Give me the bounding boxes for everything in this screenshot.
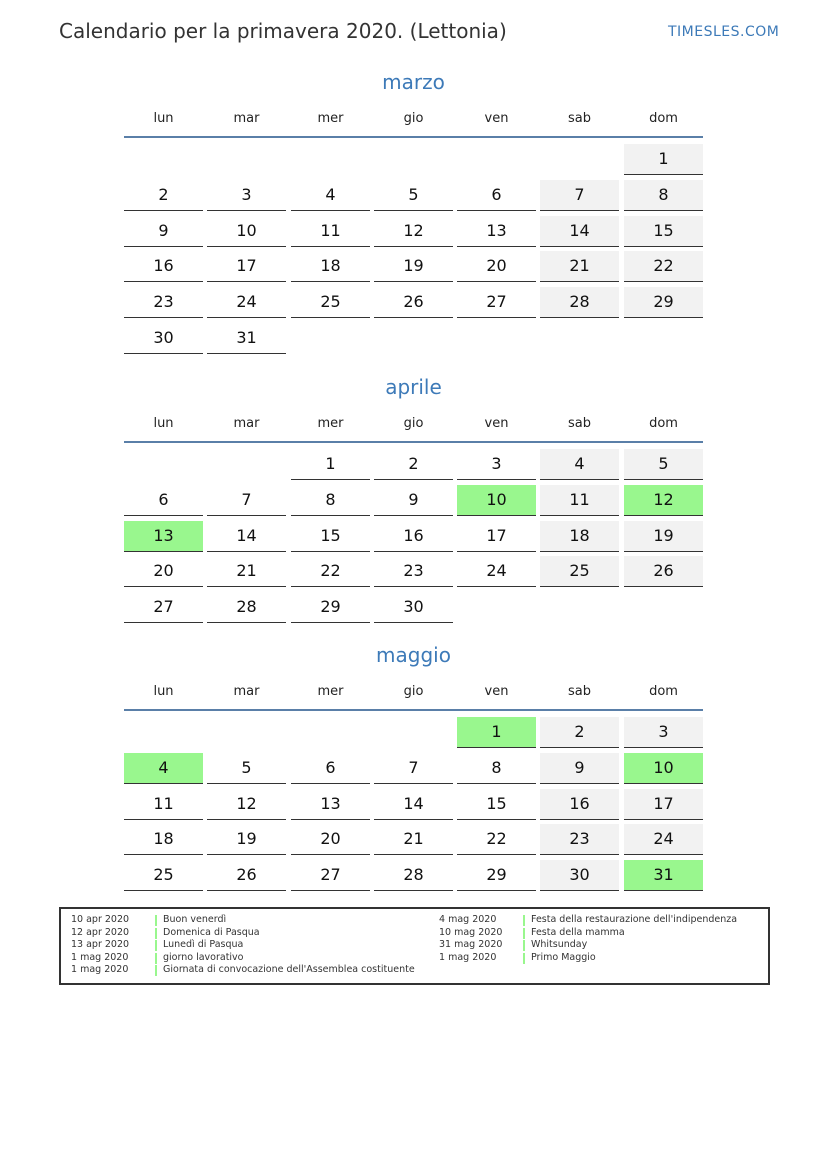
day-cell-aprile-19: 19	[624, 521, 703, 552]
day-cell-marzo-6: 6	[457, 180, 536, 211]
day-cell-maggio-15: 15	[457, 789, 536, 820]
day-cell-marzo-28: 28	[540, 287, 619, 318]
day-cell-marzo-15: 15	[624, 216, 703, 247]
day-cell-marzo-25: 25	[291, 287, 370, 318]
day-cell-marzo-1: 1	[624, 144, 703, 175]
day-cell-marzo-24: 24	[207, 287, 286, 318]
day-cell-aprile-22: 22	[291, 556, 370, 587]
day-cell-maggio-5: 5	[207, 753, 286, 784]
day-cell-marzo-22: 22	[624, 251, 703, 282]
day-cell-maggio-20: 20	[291, 824, 370, 855]
day-cell-maggio-22: 22	[457, 824, 536, 855]
legend-column-left	[71, 914, 431, 977]
day-cell-maggio-4: 4	[124, 753, 203, 784]
day-cell-marzo-26: 26	[374, 287, 453, 318]
day-cell-marzo-7: 7	[540, 180, 619, 211]
day-cell-marzo-16: 16	[124, 251, 203, 282]
day-cell-aprile-13: 13	[124, 521, 203, 552]
day-cell-marzo-4: 4	[291, 180, 370, 211]
day-cell-marzo-14: 14	[540, 216, 619, 247]
day-cell-aprile-6: 6	[124, 485, 203, 516]
weekday-header-lun: lun	[153, 684, 174, 699]
legend-row	[71, 939, 431, 952]
day-cell-maggio-30: 30	[540, 860, 619, 891]
legend-color-marker	[523, 928, 525, 939]
day-cell-maggio-9: 9	[540, 753, 619, 784]
day-cell-aprile-18: 18	[540, 521, 619, 552]
legend-color-marker	[155, 953, 157, 964]
day-cell-maggio-23: 23	[540, 824, 619, 855]
day-cell-aprile-21: 21	[207, 556, 286, 587]
legend-holiday-name: Whitsunday	[531, 939, 588, 950]
legend-color-marker	[523, 953, 525, 964]
month-title: maggio	[376, 643, 451, 667]
day-cell-aprile-25: 25	[540, 556, 619, 587]
weekday-header-mar: mar	[233, 111, 260, 126]
weekday-header-mer: mer	[317, 111, 344, 126]
legend-color-marker	[523, 915, 525, 926]
legend-row	[71, 952, 431, 965]
day-cell-maggio-18: 18	[124, 824, 203, 855]
legend-holiday-name: Buon venerdì	[163, 914, 227, 925]
legend-row	[439, 952, 759, 965]
day-cell-maggio-17: 17	[624, 789, 703, 820]
day-cell-maggio-14: 14	[374, 789, 453, 820]
day-cell-aprile-28: 28	[207, 592, 286, 623]
weekday-header-ven: ven	[484, 111, 509, 126]
day-cell-marzo-29: 29	[624, 287, 703, 318]
legend-date: 4 mag 2020	[439, 914, 497, 925]
weekday-header-sab: sab	[568, 416, 591, 431]
weekday-divider	[124, 709, 703, 711]
weekday-header-sab: sab	[568, 684, 591, 699]
day-cell-marzo-3: 3	[207, 180, 286, 211]
legend-holiday-name: Festa della restaurazione dell'indipendenza	[531, 914, 738, 925]
weekday-header-mar: mar	[233, 684, 260, 699]
legend-holiday-name: Festa della mamma	[531, 926, 625, 938]
day-cell-maggio-10: 10	[624, 753, 703, 784]
legend-date: 1 mag 2020	[71, 964, 129, 975]
day-cell-marzo-8: 8	[624, 180, 703, 211]
day-cell-maggio-19: 19	[207, 824, 286, 855]
day-cell-aprile-7: 7	[207, 485, 286, 516]
day-cell-aprile-23: 23	[374, 556, 453, 587]
day-cell-aprile-15: 15	[291, 521, 370, 552]
legend-holiday-name: Domenica di Pasqua	[163, 926, 260, 938]
day-cell-maggio-21: 21	[374, 824, 453, 855]
day-cell-maggio-3: 3	[624, 717, 703, 748]
legend-color-marker	[155, 940, 157, 951]
day-cell-aprile-29: 29	[291, 592, 370, 623]
day-cell-marzo-23: 23	[124, 287, 203, 318]
weekday-header-mar: mar	[233, 416, 260, 431]
weekday-header-gio: gio	[403, 416, 424, 431]
day-cell-marzo-11: 11	[291, 216, 370, 247]
day-cell-aprile-2: 2	[374, 449, 453, 480]
weekday-header-dom: dom	[649, 684, 678, 699]
legend-color-marker	[523, 940, 525, 951]
day-cell-aprile-30: 30	[374, 592, 453, 623]
day-cell-marzo-31: 31	[207, 323, 286, 354]
day-cell-aprile-27: 27	[124, 592, 203, 623]
legend-date: 10 apr 2020	[71, 914, 130, 925]
day-cell-marzo-18: 18	[291, 251, 370, 282]
day-cell-aprile-8: 8	[291, 485, 370, 516]
holiday-legend	[59, 907, 770, 985]
day-cell-maggio-29: 29	[457, 860, 536, 891]
legend-holiday-name: Lunedì di Pasqua	[163, 939, 244, 950]
day-cell-marzo-21: 21	[540, 251, 619, 282]
month-title: marzo	[382, 70, 445, 94]
day-cell-maggio-12: 12	[207, 789, 286, 820]
day-cell-marzo-19: 19	[374, 251, 453, 282]
weekday-header-dom: dom	[649, 111, 678, 126]
day-cell-marzo-10: 10	[207, 216, 286, 247]
weekday-header-dom: dom	[649, 416, 678, 431]
day-cell-maggio-7: 7	[374, 753, 453, 784]
day-cell-maggio-8: 8	[457, 753, 536, 784]
weekday-header-gio: gio	[403, 684, 424, 699]
legend-date: 1 mag 2020	[439, 951, 497, 963]
day-cell-aprile-9: 9	[374, 485, 453, 516]
day-cell-marzo-12: 12	[374, 216, 453, 247]
legend-holiday-name: giorno lavorativo	[163, 951, 244, 963]
legend-column-right	[439, 914, 759, 964]
day-cell-aprile-5: 5	[624, 449, 703, 480]
day-cell-aprile-3: 3	[457, 449, 536, 480]
weekday-header-lun: lun	[153, 111, 174, 126]
month-title: aprile	[385, 375, 442, 399]
weekday-header-sab: sab	[568, 111, 591, 126]
day-cell-marzo-5: 5	[374, 180, 453, 211]
legend-date: 1 mag 2020	[71, 951, 129, 963]
day-cell-maggio-26: 26	[207, 860, 286, 891]
day-cell-maggio-1: 1	[457, 717, 536, 748]
day-cell-aprile-24: 24	[457, 556, 536, 587]
day-cell-maggio-28: 28	[374, 860, 453, 891]
legend-row	[71, 964, 431, 977]
day-cell-aprile-16: 16	[374, 521, 453, 552]
day-cell-aprile-4: 4	[540, 449, 619, 480]
legend-row	[439, 914, 759, 927]
day-cell-maggio-11: 11	[124, 789, 203, 820]
legend-row	[439, 927, 759, 940]
day-cell-aprile-17: 17	[457, 521, 536, 552]
legend-color-marker	[155, 965, 157, 976]
day-cell-marzo-20: 20	[457, 251, 536, 282]
day-cell-maggio-2: 2	[540, 717, 619, 748]
page-title: Calendario per la primavera 2020. (Lettonia)	[59, 19, 507, 43]
weekday-header-ven: ven	[484, 684, 509, 699]
legend-holiday-name: Giornata di convocazione dell'Assemblea costituente	[163, 964, 415, 975]
day-cell-maggio-16: 16	[540, 789, 619, 820]
legend-row	[439, 939, 759, 952]
day-cell-marzo-2: 2	[124, 180, 203, 211]
day-cell-maggio-24: 24	[624, 824, 703, 855]
legend-date: 31 mag 2020	[439, 939, 503, 950]
day-cell-maggio-31: 31	[624, 860, 703, 891]
day-cell-aprile-1: 1	[291, 449, 370, 480]
legend-row	[71, 927, 431, 940]
weekday-header-lun: lun	[153, 416, 174, 431]
legend-date: 10 mag 2020	[439, 926, 503, 938]
day-cell-aprile-26: 26	[624, 556, 703, 587]
day-cell-maggio-13: 13	[291, 789, 370, 820]
day-cell-maggio-6: 6	[291, 753, 370, 784]
weekday-header-ven: ven	[484, 416, 509, 431]
day-cell-marzo-9: 9	[124, 216, 203, 247]
day-cell-aprile-20: 20	[124, 556, 203, 587]
legend-color-marker	[155, 928, 157, 939]
weekday-divider	[124, 136, 703, 138]
brand-link[interactable]: TIMESLES.COM	[668, 24, 780, 40]
weekday-header-mer: mer	[317, 416, 344, 431]
day-cell-aprile-12: 12	[624, 485, 703, 516]
legend-date: 13 apr 2020	[71, 939, 130, 950]
day-cell-aprile-14: 14	[207, 521, 286, 552]
weekday-header-gio: gio	[403, 111, 424, 126]
day-cell-maggio-25: 25	[124, 860, 203, 891]
day-cell-marzo-27: 27	[457, 287, 536, 318]
day-cell-marzo-13: 13	[457, 216, 536, 247]
day-cell-maggio-27: 27	[291, 860, 370, 891]
day-cell-marzo-30: 30	[124, 323, 203, 354]
legend-date: 12 apr 2020	[71, 926, 130, 938]
legend-color-marker	[155, 915, 157, 926]
day-cell-aprile-11: 11	[540, 485, 619, 516]
weekday-divider	[124, 441, 703, 443]
day-cell-aprile-10: 10	[457, 485, 536, 516]
day-cell-marzo-17: 17	[207, 251, 286, 282]
legend-row	[71, 914, 431, 927]
weekday-header-mer: mer	[317, 684, 344, 699]
legend-holiday-name: Primo Maggio	[531, 951, 596, 963]
